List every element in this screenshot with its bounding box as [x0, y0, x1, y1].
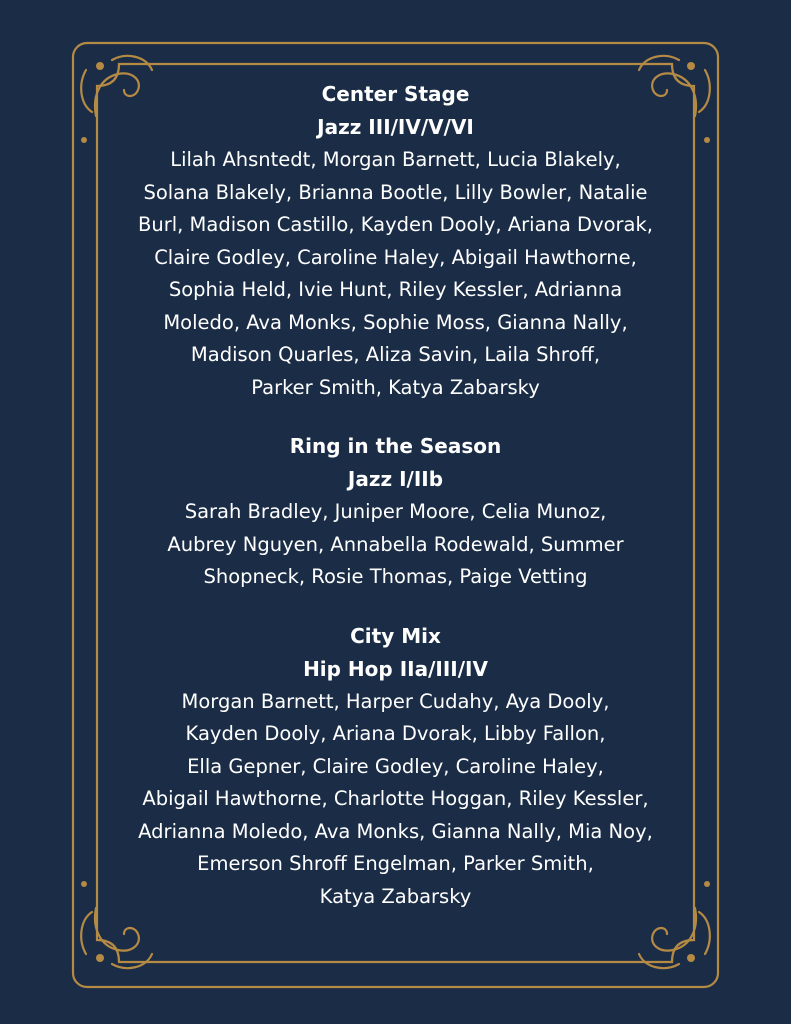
names-line: Shopneck, Rosie Thomas, Paige Vetting	[203, 565, 588, 588]
side-dot	[81, 881, 87, 887]
names-line: Sophia Held, Ivie Hunt, Riley Kessler, Adrianna	[168, 278, 623, 301]
section-title: City Mix	[350, 623, 441, 648]
names-line: Adrianna Moledo, Ava Monks, Gianna Nally, Mia Noy,	[138, 819, 653, 843]
side-dot	[704, 881, 710, 887]
names-line: Aubrey Nguyen, Annabella Rodewald, Summer	[167, 532, 624, 556]
dancer-names	[96, 496, 695, 594]
names-line: Sarah Bradley, Juniper Moore, Celia Munoz,	[184, 500, 607, 523]
section-title: Ring in the Season	[289, 434, 502, 458]
names-line: Morgan Barnett, Harper Cudahy, Aya Dooly,	[181, 689, 610, 713]
names-line: Emerson Shroff Engelman, Parker Smith,	[197, 852, 594, 875]
program-content	[96, 78, 695, 939]
names-line: Burl, Madison Castillo, Kayden Dooly, Ariana Dvorak,	[137, 213, 653, 236]
corner-dot	[687, 62, 695, 70]
section-ring-in-the-season	[96, 430, 695, 594]
names-line: Lilah Ahsntedt, Morgan Barnett, Lucia Blakely,	[170, 148, 621, 171]
section-center-stage	[96, 78, 695, 404]
names-line: Kayden Dooly, Ariana Dvorak, Libby Fallon,	[185, 722, 606, 745]
dancer-names	[96, 686, 695, 914]
names-line: Moledo, Ava Monks, Sophie Moss, Gianna Nally,	[163, 310, 628, 334]
corner-dot	[96, 954, 104, 962]
names-line: Abigail Hawthorne, Charlotte Hoggan, Riley Kessler,	[142, 787, 649, 810]
names-line: Madison Quarles, Aliza Savin, Laila Shroff,	[190, 343, 601, 366]
dancer-names	[96, 144, 695, 404]
names-line: Parker Smith, Katya Zabarsky	[251, 375, 540, 399]
corner-dot	[96, 62, 104, 70]
section-subtitle: Jazz I/IIb	[347, 467, 444, 491]
names-line: Ella Gepner, Claire Godley, Caroline Haley,	[187, 754, 604, 778]
section-subtitle: Hip Hop IIa/III/IV	[303, 656, 488, 681]
corner-dot	[687, 954, 695, 962]
names-line: Solana Blakely, Brianna Bootle, Lilly Bowler, Natalie	[143, 180, 648, 204]
side-dot	[81, 137, 87, 143]
names-line: Katya Zabarsky	[319, 884, 472, 908]
section-title: Center Stage	[321, 82, 470, 106]
section-city-mix	[96, 620, 695, 914]
names-line: Claire Godley, Caroline Haley, Abigail Hawthorne,	[154, 245, 637, 269]
side-dot	[704, 137, 710, 143]
section-subtitle: Jazz III/IV/V/VI	[317, 115, 474, 139]
